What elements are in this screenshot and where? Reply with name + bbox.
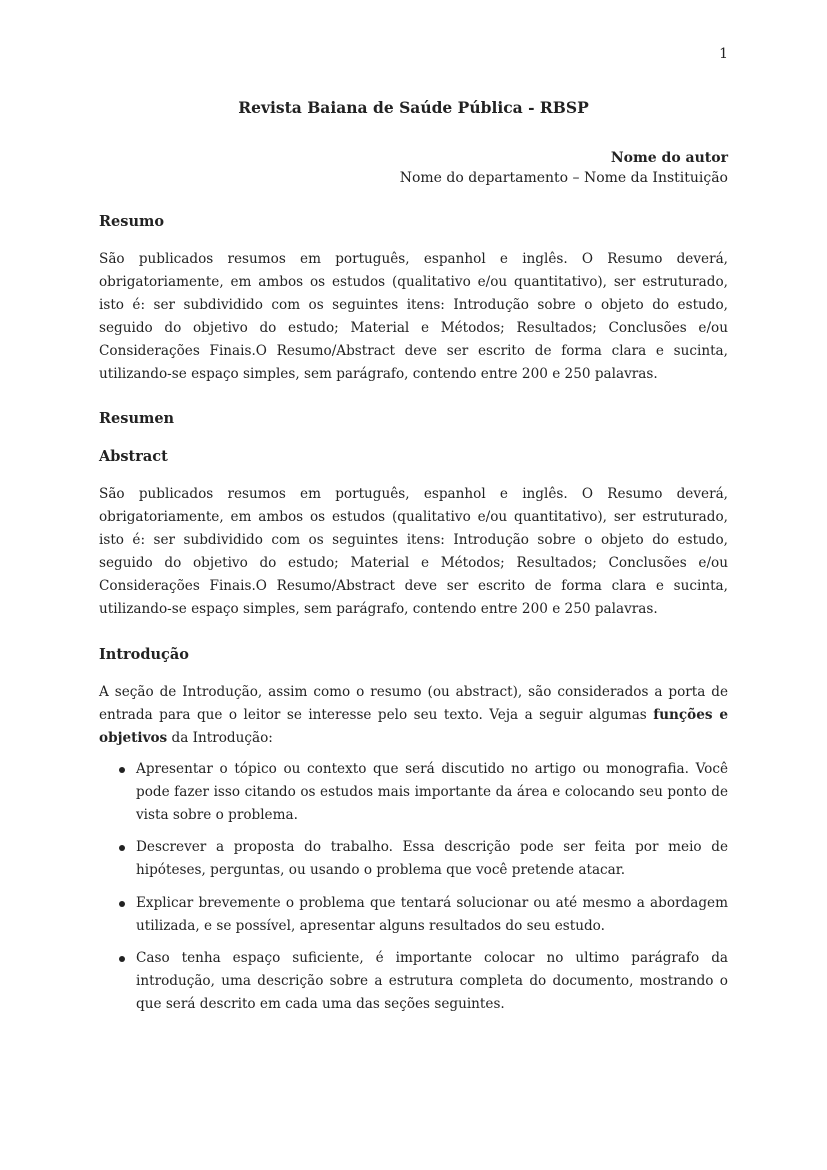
abstract-text: São publicados resumos em português, espanhol e inglês. O Resumo deverá, obrigatoriamente, em ambos os estudos (qualitativo e/ou quantitativo), ser estruturado, isto é: ser subdividido com os seguintes itens: Introdução sobre o objeto do estudo, seguido do objetivo do estudo; Material e Métodos; Resultados; Conclusões e/ou Considerações Finais.O Resumo/Abstract deve ser escrito de forma clara e sucinta, utilizando-se espaço simples, sem parágrafo, contendo entre 200 e 250 palavras. [99,486,728,617]
bullet-icon [119,956,125,962]
list-item-text: Descrever a proposta do trabalho. Essa descrição pode ser feita por meio de hipóteses, perguntas, ou usando o problema que você pretende atacar. [136,839,728,878]
introducao-heading: Introdução [99,646,189,663]
list-item-text: Explicar brevemente o problema que tentará solucionar ou até mesmo a abordagem utilizada, e se possível, apresentar alguns resultados do seu estudo. [136,895,728,934]
resumen-heading: Resumen [99,410,175,427]
resumo-heading: Resumo [99,213,164,230]
list-item-text: Apresentar o tópico ou contexto que será discutido no artigo ou monografia. Você pode fazer isso citando os estudos mais importante da área e colocando seu ponto de vista sobre o problema. [136,761,728,823]
introducao-text-start: A seção de Introdução, assim como o resumo (ou abstract), são considerados a porta de entrada para que o leitor se interesse pelo seu texto. Veja a seguir algumas [99,684,728,723]
introducao-bold-phrase: funções e objetivos [99,707,728,746]
abstract-heading: Abstract [99,448,168,465]
introducao-text-end: da Introdução: [167,730,273,746]
resumo-text: São publicados resumos em português, espanhol e inglês. O Resumo deverá, obrigatoriamente, em ambos os estudos (qualitativo e/ou quantitativo), ser estruturado, isto é: ser subdividido com os seguintes itens: Introdução sobre o objeto do estudo, seguido do objetivo do estudo; Material e Métodos; Resultados; Conclusões e/ou Considerações Finais.O Resumo/Abstract deve ser escrito de forma clara e sucinta, utilizando-se espaço simples, sem parágrafo, contendo entre 200 e 250 palavras. [99,251,728,382]
bullet-icon [119,901,125,907]
bullet-icon [119,845,125,851]
author-name: Nome do autor [610,150,728,166]
author-block [300,148,728,188]
journal-title: Revista Baiana de Saúde Pública - RBSP [238,98,589,117]
bullet-icon [119,767,125,773]
introducao-paragraph [99,681,728,750]
list-item-text: Caso tenha espaço suficiente, é importante colocar no ultimo parágrafo da introdução, uma descrição sobre a estrutura completa do documento, mostrando o que será descrito em cada uma das seções seguintes. [136,950,728,1012]
page-number: 1 [719,46,728,62]
author-affiliation: Nome do departamento – Nome da Instituição [399,170,728,186]
